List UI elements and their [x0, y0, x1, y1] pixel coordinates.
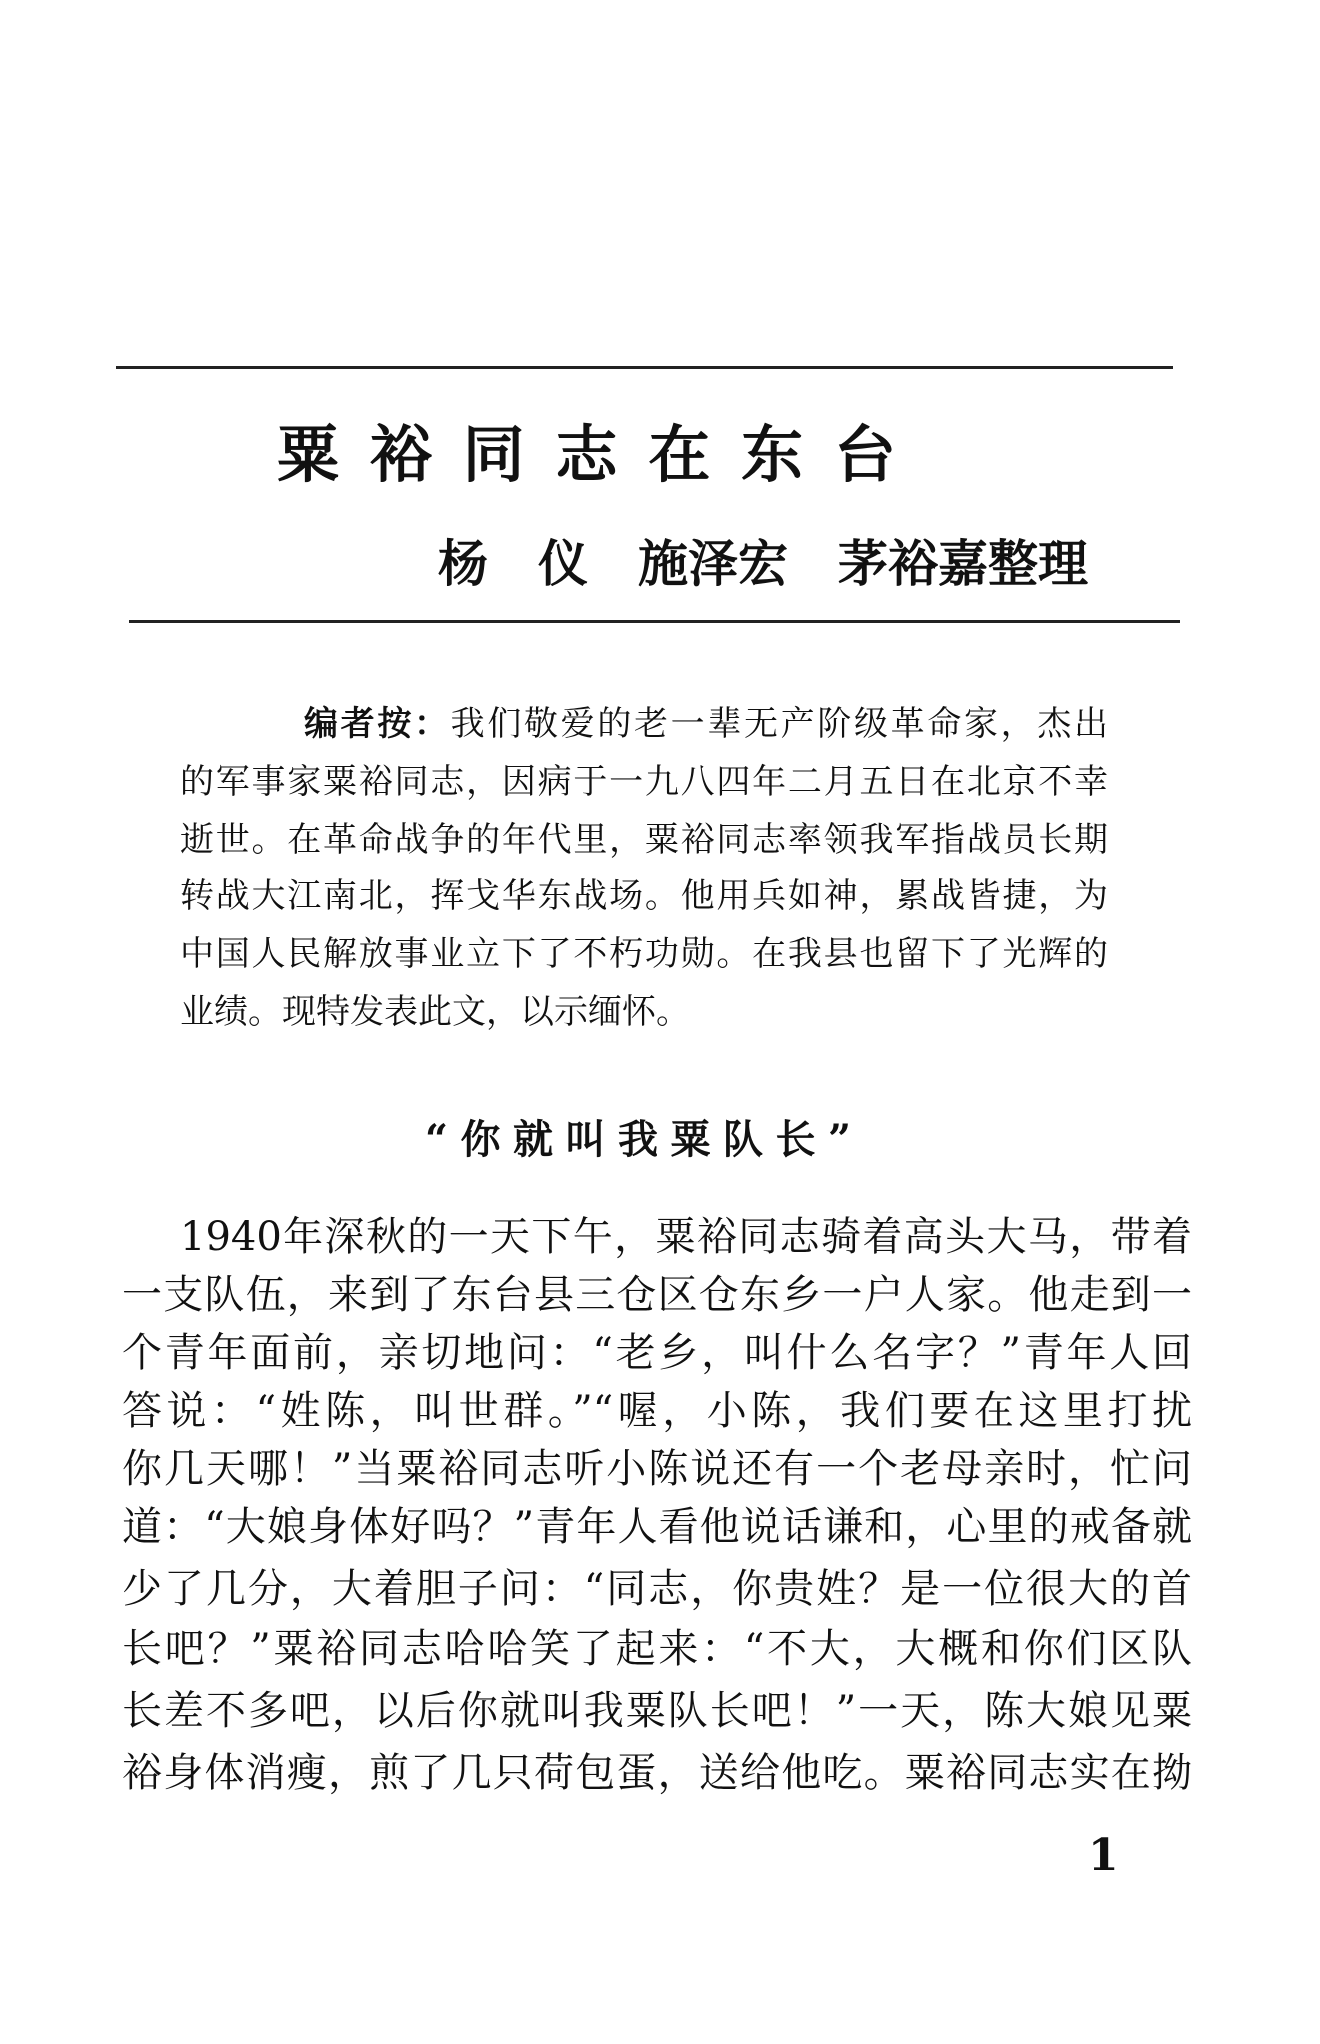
body-line: 个青年面前，亲切地问：“老乡，叫什么名字？”青年人回 [122, 1330, 1192, 1376]
body-line: 长差不多吧，以后你就叫我粟队长吧！”一天，陈大娘见粟 [122, 1688, 1192, 1734]
body-line: 答说：“姓陈，叫世群。”“喔，小陈，我们要在这里打扰 [122, 1388, 1192, 1434]
editor-note-text: 我们敬爱的老一辈无产阶级革命家，杰出 [450, 704, 1109, 744]
editor-note-line [304, 698, 1108, 750]
body-line: 你几天哪！”当粟裕同志听小陈说还有一个老母亲时，忙问 [122, 1446, 1192, 1492]
body-line: 道：“大娘身体好吗？”青年人看他说话谦和，心里的戒备就 [122, 1504, 1192, 1550]
editor-note-line: 逝世。在革命战争的年代里，粟裕同志率领我军指战员长期 [180, 820, 1108, 860]
body-line: 少了几分，大着胆子问：“同志，你贵姓？是一位很大的首 [122, 1566, 1192, 1612]
bottom-rule [129, 620, 1180, 623]
editor-note-line: 的军事家粟裕同志，因病于一九八四年二月五日在北京不幸 [180, 762, 1108, 802]
body-line: 长吧？”粟裕同志哈哈笑了起来：“不大，大概和你们区队 [122, 1626, 1192, 1672]
editor-note-line: 业绩。现特发表此文，以示缅怀。 [180, 992, 690, 1032]
body-line: 裕身体消瘦，煎了几只荷包蛋，送给他吃。粟裕同志实在拗 [122, 1750, 1192, 1796]
body-line: 1940年深秋的一天下午，粟裕同志骑着高头大马，带着 [180, 1214, 1192, 1260]
top-rule [116, 366, 1173, 369]
page-number: 1 [1088, 1830, 1119, 1881]
editor-note-line: 中国人民解放事业立下了不朽功勋。在我县也留下了光辉的 [180, 934, 1108, 974]
editor-note-label: 编者按： [304, 704, 451, 744]
section-heading: “你就叫我粟队长” [425, 1116, 851, 1163]
article-title: 粟裕同志在东台 [277, 418, 902, 491]
editor-note-line: 转战大江南北，挥戈华东战场。他用兵如神，累战皆捷，为 [180, 876, 1108, 916]
authors: 杨 仪 施泽宏 茅裕嘉整理 [438, 534, 1088, 593]
body-line: 一支队伍，来到了东台县三仓区仓东乡一户人家。他走到一 [122, 1272, 1192, 1318]
